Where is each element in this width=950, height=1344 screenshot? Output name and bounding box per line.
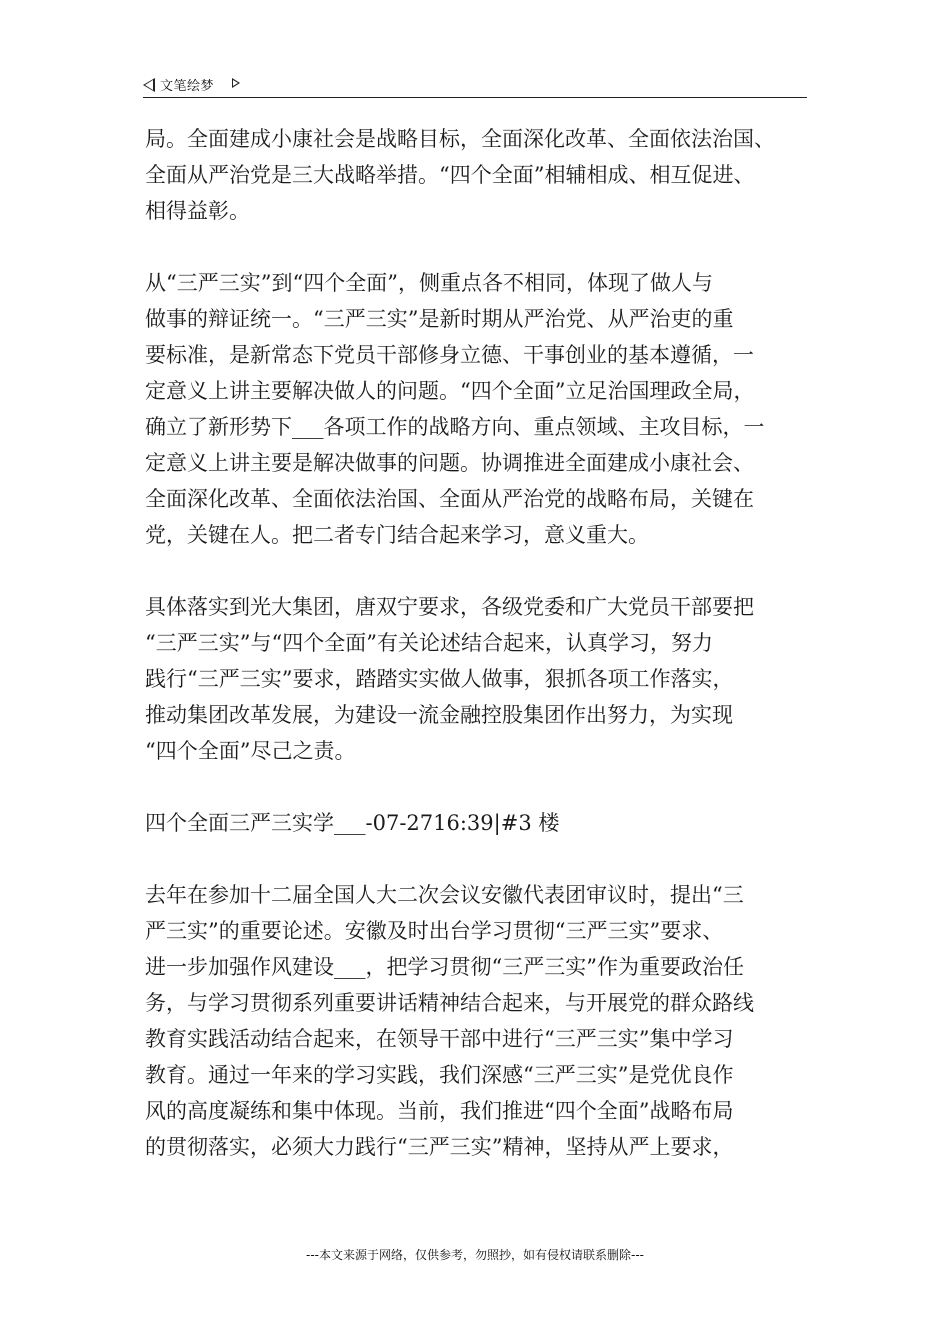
text-line: 具体落实到光大集团，唐双宁要求，各级党委和广大党员干部要把 (145, 595, 754, 619)
text-line: 进一步加强作风建设___，把学习贯彻“三严三实”作为重要政治任 (145, 955, 744, 979)
text-line: 务，与学习贯彻系列重要讲话精神结合起来，与开展党的群众路线 (145, 991, 754, 1015)
paragraph-3 (145, 589, 817, 769)
text-line: “三严三实”与“四个全面”有关论述结合起来，认真学习，努力 (145, 631, 713, 655)
text-line: 定意义上讲主要解决做人的问题。“四个全面”立足治国理政全局， (145, 379, 755, 403)
paragraph-5 (145, 877, 817, 1165)
text-line: 定意义上讲主要是解决做事的问题。协调推进全面建成小康社会、 (145, 451, 754, 475)
text-line: 要标准，是新常态下党员干部修身立德、干事创业的基本遵循，一 (145, 343, 754, 367)
text-line: 局。全面建成小康社会是战略目标，全面深化改革、全面依法治国、 (145, 127, 775, 151)
text-line: 教育。通过一年来的学习实践，我们深感“三严三实”是党优良作 (145, 1063, 734, 1087)
text-line: 教育实践活动结合起来，在领导干部中进行“三严三实”集中学习 (145, 1027, 734, 1051)
page-footer: ---本文来源于网络，仅供参考，勿照抄，如有侵权请联系删除--- (306, 1248, 644, 1262)
text-line: 确立了新形势下___各项工作的战略方向、重点领域、主攻目标，一 (145, 415, 765, 439)
page-header (143, 74, 807, 96)
triangle-left-icon (143, 78, 155, 92)
text-line: 党，关键在人。把二者专门结合起来学习，意义重大。 (145, 523, 649, 547)
text-line: 去年在参加十二届全国人大二次会议安徽代表团审议时，提出“三 (145, 883, 744, 907)
text-line: 从“三严三实”到“四个全面”，侧重点各不相同，体现了做人与 (145, 271, 713, 295)
paragraph-1 (145, 121, 817, 229)
header-brand: 文笔绘梦 (160, 79, 215, 94)
text-line: 相得益彰。 (145, 199, 250, 223)
text-line: 全面深化改革、全面依法治国、全面从严治党的战略布局，关键在 (145, 487, 754, 511)
triangle-right-icon (232, 78, 240, 88)
post-meta-line (145, 805, 817, 841)
text-line: 风的高度凝练和集中体现。当前，我们推进“四个全面”战略布局 (145, 1099, 734, 1123)
text-line: 的贯彻落实，必须大力践行“三严三实”精神，坚持从严上要求， (145, 1135, 734, 1159)
header-divider (143, 97, 807, 98)
paragraph-2 (145, 265, 817, 553)
text-line: 严三实”的重要论述。安徽及时出台学习贯彻“三严三实”要求、 (145, 919, 724, 943)
text-line: 四个全面三严三实学___-07-2716:39|#3 楼 (145, 811, 560, 835)
text-line: 推动集团改革发展，为建设一流金融控股集团作出努力，为实现 (145, 703, 733, 727)
document-body (145, 121, 817, 1201)
text-line: 全面从严治党是三大战略举措。“四个全面”相辅相成、相互促进、 (145, 163, 755, 187)
text-line: 做事的辩证统一。“三严三实”是新时期从严治党、从严治吏的重 (145, 307, 734, 331)
text-line: 践行“三严三实”要求，踏踏实实做人做事，狠抓各项工作落实， (145, 667, 734, 691)
text-line: “四个全面”尽己之责。 (145, 739, 356, 763)
